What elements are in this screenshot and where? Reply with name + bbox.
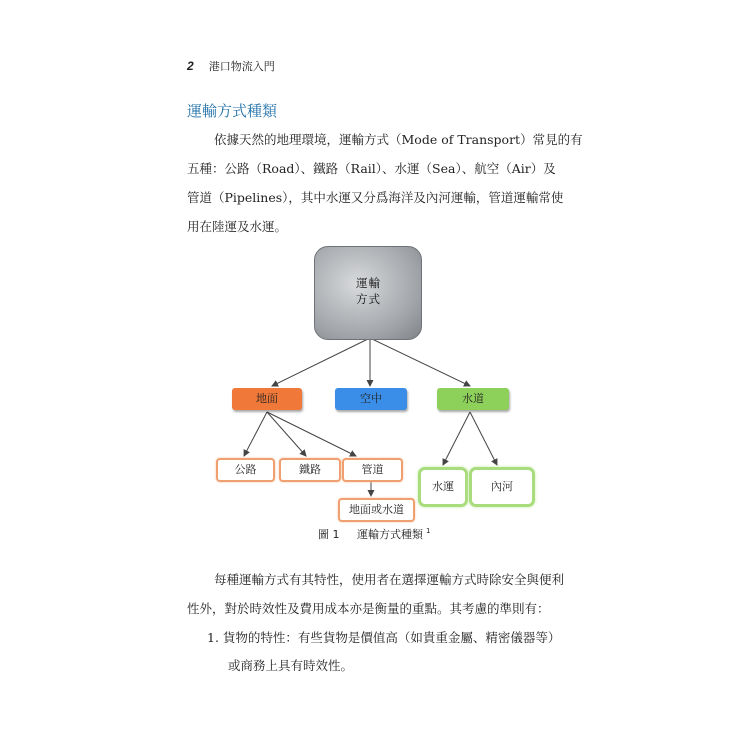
leaf-road: 公路 xyxy=(216,458,275,482)
figure-title: 運輸方式種類 xyxy=(357,528,423,541)
body-paragraph xyxy=(187,565,572,623)
leaf-river: 內河 xyxy=(469,467,535,507)
intro-line: 五種：公路（Road）、鐵路（Rail）、水運（Sea）、航空（Air）及 xyxy=(187,161,556,176)
leaf-sea: 水運 xyxy=(418,467,468,507)
category-air: 空中 xyxy=(335,388,407,410)
footnote-marker: 1 xyxy=(426,527,431,536)
intro-line: 用在陸運及水運。 xyxy=(187,219,288,234)
leaf-ground-or-water: 地面或水道 xyxy=(338,498,415,522)
figure-caption xyxy=(318,526,430,542)
category-water: 水道 xyxy=(437,388,509,410)
connector-water-sea xyxy=(443,412,470,465)
connector-ground-pipe xyxy=(267,412,356,456)
body-line: 性外，對於時效性及費用成本亦是衡量的重點。其考慮的準則有： xyxy=(187,601,550,616)
figure-number: 圖 1 xyxy=(318,528,340,541)
connector-ground-road xyxy=(244,412,267,456)
root-label-line: 方式 xyxy=(356,292,381,306)
connector-water-river xyxy=(470,412,497,465)
book-title: 港口物流入門 xyxy=(208,61,275,73)
connector-ground-rail xyxy=(267,412,306,456)
leaf-pipeline: 管道 xyxy=(342,458,403,482)
connector-root-ground xyxy=(272,338,370,386)
category-ground: 地面 xyxy=(232,388,302,410)
section-title: 運輸方式種類 xyxy=(187,102,278,120)
leaf-rail: 鐵路 xyxy=(279,458,341,482)
criteria-item-1-continued: 或商務上具有時效性。 xyxy=(228,658,354,673)
root-label-line: 運輸 xyxy=(356,276,381,290)
root-node-label xyxy=(356,275,381,307)
connector-root-water xyxy=(370,338,470,386)
intro-line: 管道（Pipelines），其中水運又分爲海洋及內河運輸，管道運輸常使 xyxy=(187,190,564,205)
page-number: 2 xyxy=(187,59,194,73)
body-line: 每種運輸方式有其特性，使用者在選擇運輸方式時除安全與便利 xyxy=(214,572,565,587)
criteria-item-1: 1. 貨物的特性：有些貨物是價值高（如貴重金屬、精密儀器等） xyxy=(207,630,561,645)
intro-line: 依據天然的地理環境，運輸方式（Mode of Transport）常見的有 xyxy=(214,132,583,147)
